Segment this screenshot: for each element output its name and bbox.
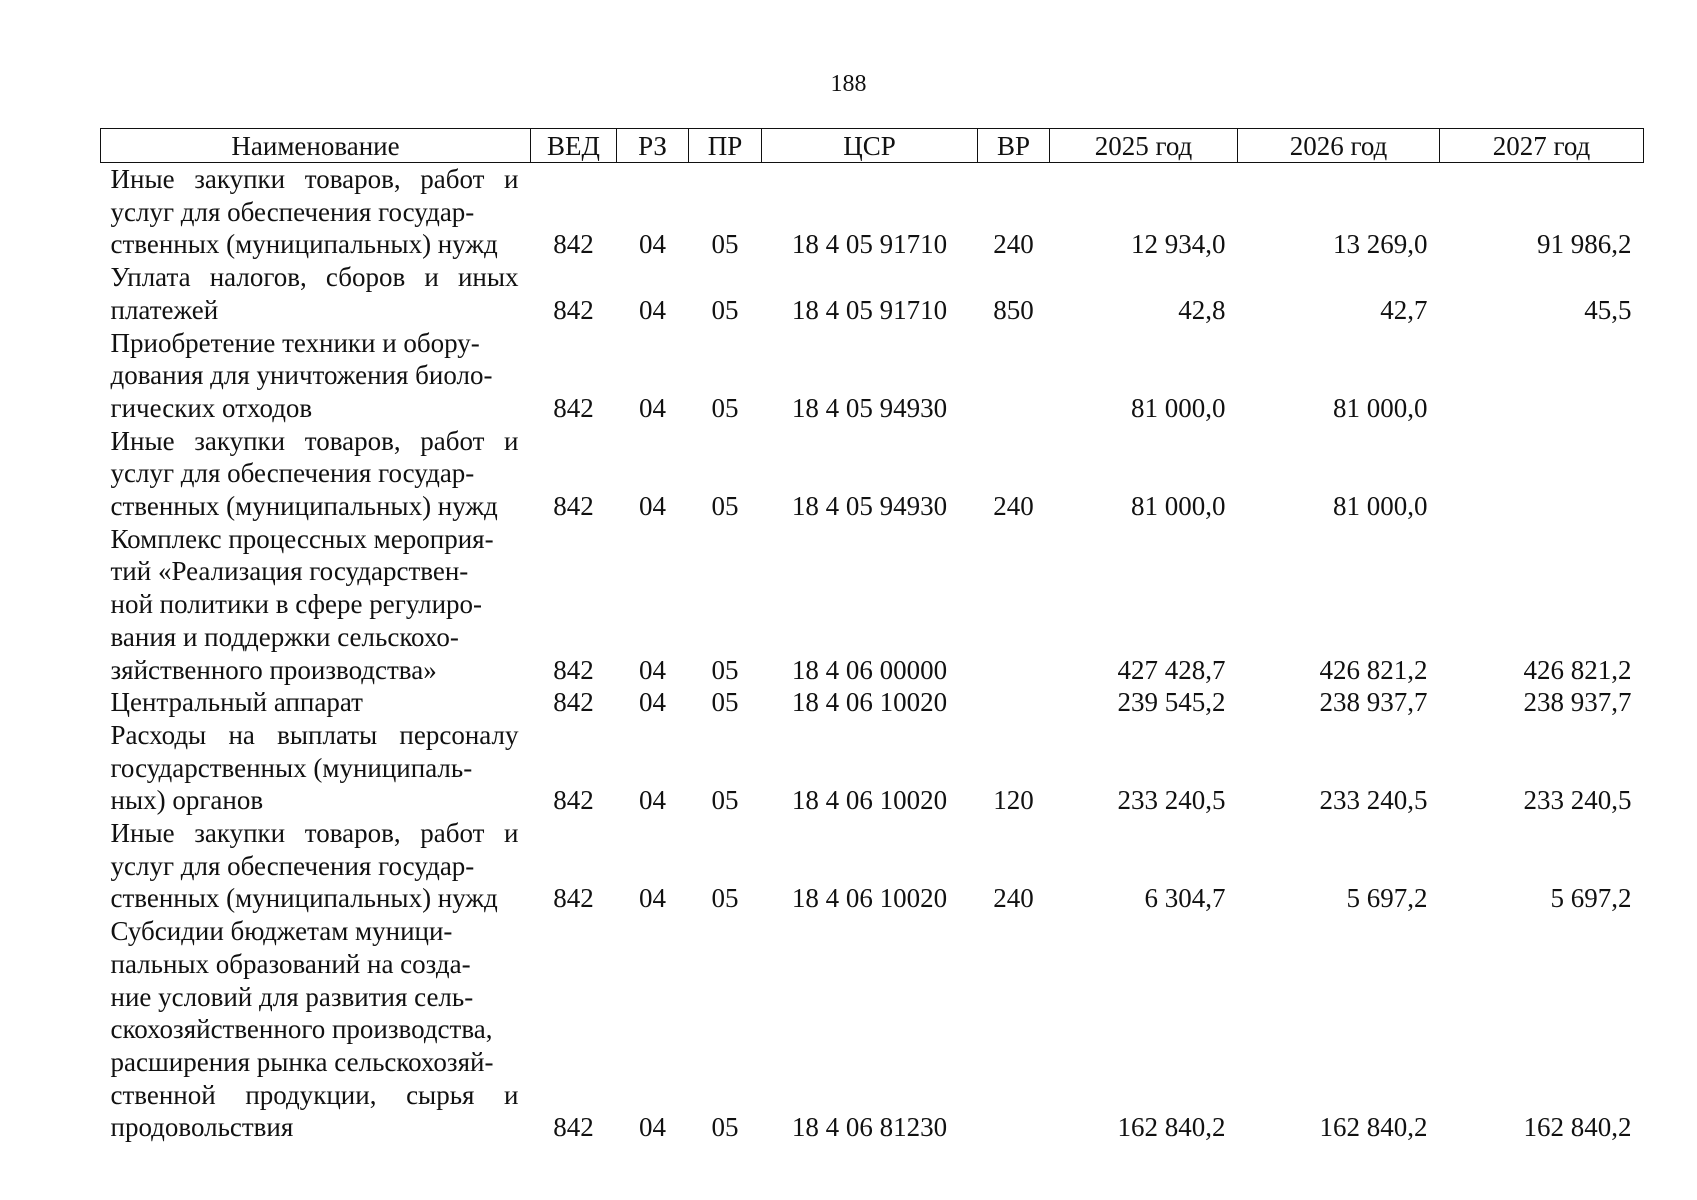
row-vr: 240 xyxy=(993,883,1034,914)
row-pr: 05 xyxy=(711,229,739,260)
row-2025: 6 304,7 xyxy=(1144,883,1226,914)
row-ved: 842 xyxy=(553,1112,594,1143)
row-pr: 05 xyxy=(711,1112,739,1143)
row-ved: 842 xyxy=(553,654,594,685)
row-csr: 18 4 06 10020 xyxy=(791,687,948,718)
page-number: 188 xyxy=(830,71,867,97)
row-2025: 239 545,2 xyxy=(1117,687,1226,718)
row-rz: 04 xyxy=(639,491,666,522)
row-pr: 05 xyxy=(711,654,739,685)
row-vr xyxy=(978,327,1050,425)
row-2027 xyxy=(1440,425,1644,523)
row-rz: 04 xyxy=(639,785,666,816)
row-ved: 842 xyxy=(553,687,594,718)
header-2027: 2027 год xyxy=(1440,129,1644,163)
header-2026: 2026 год xyxy=(1238,129,1440,163)
row-rz: 04 xyxy=(639,1112,666,1143)
row-2027: 162 840,2 xyxy=(1523,1112,1632,1143)
row-2026: 42,7 xyxy=(1380,294,1428,325)
row-2025: 162 840,2 xyxy=(1117,1112,1226,1143)
budget-table xyxy=(100,128,1644,1144)
row-2027: 45,5 xyxy=(1584,294,1632,325)
row-vr: 120 xyxy=(993,785,1034,816)
row-name: Приобретение техники и обору- дования для уничтожения биоло- гических отходов xyxy=(110,327,493,423)
row-pr: 05 xyxy=(711,883,739,914)
row-2026: 13 269,0 xyxy=(1333,229,1428,260)
table-header-row xyxy=(101,129,1644,163)
row-2026: 81 000,0 xyxy=(1333,491,1428,522)
row-csr: 18 4 06 00000 xyxy=(791,654,948,685)
row-csr: 18 4 06 81230 xyxy=(791,1112,948,1143)
row-csr: 18 4 05 94930 xyxy=(791,491,948,522)
row-csr: 18 4 05 91710 xyxy=(791,229,948,260)
row-name: Уплата налогов, сборов и иных платежей xyxy=(110,262,519,325)
row-2025: 81 000,0 xyxy=(1131,392,1226,423)
table-row xyxy=(101,523,1644,687)
row-rz: 04 xyxy=(639,229,666,260)
row-2027: 238 937,7 xyxy=(1523,687,1632,718)
table-row xyxy=(101,817,1644,915)
row-2025: 233 240,5 xyxy=(1117,785,1226,816)
header-2025: 2025 год xyxy=(1050,129,1238,163)
row-ved: 842 xyxy=(553,229,594,260)
row-ved: 842 xyxy=(553,785,594,816)
row-pr: 05 xyxy=(711,294,739,325)
table-row xyxy=(101,425,1644,523)
header-ved: ВЕД xyxy=(531,129,617,163)
row-pr: 05 xyxy=(711,491,739,522)
table-row xyxy=(101,327,1644,425)
row-name: Субсидии бюджетам муници- пальных образований на созда- ние условий для развития сель- скохозяйственного производства, расширения рынка сельскохозяй- ственной продукции, сырья и продовольствия xyxy=(110,916,519,1143)
header-pr: ПР xyxy=(689,129,762,163)
row-2027: 426 821,2 xyxy=(1523,654,1632,685)
row-name: Комплекс процессных мероприя- тий «Реализация государствен- ной политики в сфере регулиро- вания и поддержки сельскохо- зяйственного производства» xyxy=(110,523,494,685)
header-vr: ВР xyxy=(978,129,1050,163)
table-row xyxy=(101,261,1644,326)
row-csr: 18 4 05 91710 xyxy=(791,294,948,325)
row-rz: 04 xyxy=(639,883,666,914)
row-2026: 426 821,2 xyxy=(1319,654,1428,685)
row-vr xyxy=(978,686,1050,719)
row-2026: 233 240,5 xyxy=(1319,785,1428,816)
row-name: Иные закупки товаров, работ и услуг для обеспечения государ- ственных (муниципальных) нужд xyxy=(110,164,519,260)
row-2025: 12 934,0 xyxy=(1131,229,1226,260)
row-2027: 233 240,5 xyxy=(1523,785,1632,816)
row-name: Центральный аппарат xyxy=(110,687,363,718)
row-name: Иные закупки товаров, работ и услуг для обеспечения государ- ственных (муниципальных) нужд xyxy=(110,425,519,522)
header-name: Наименование xyxy=(101,129,531,163)
row-pr: 05 xyxy=(711,785,739,816)
row-pr: 05 xyxy=(711,392,739,423)
row-vr: 240 xyxy=(993,229,1034,260)
row-rz: 04 xyxy=(639,687,666,718)
row-ved: 842 xyxy=(553,883,594,914)
row-pr: 05 xyxy=(711,687,739,718)
row-2027 xyxy=(1440,327,1644,425)
row-name: Иные закупки товаров, работ и услуг для обеспечения государ- ственных (муниципальных) нужд xyxy=(110,818,519,914)
row-vr xyxy=(978,523,1050,687)
row-rz: 04 xyxy=(639,294,666,325)
row-ved: 842 xyxy=(553,294,594,325)
row-2027: 5 697,2 xyxy=(1550,883,1632,914)
row-2025: 81 000,0 xyxy=(1131,491,1226,522)
row-2025: 427 428,7 xyxy=(1117,654,1226,685)
row-ved: 842 xyxy=(553,392,594,423)
header-rz: РЗ xyxy=(617,129,689,163)
row-csr: 18 4 05 94930 xyxy=(791,392,948,423)
table-row xyxy=(101,915,1644,1144)
row-vr: 240 xyxy=(993,491,1034,522)
row-2026: 162 840,2 xyxy=(1319,1112,1428,1143)
header-csr: ЦСР xyxy=(762,129,978,163)
row-2027: 91 986,2 xyxy=(1537,229,1632,260)
row-rz: 04 xyxy=(639,392,666,423)
row-2026: 5 697,2 xyxy=(1346,883,1428,914)
table-row xyxy=(101,719,1644,817)
table-row xyxy=(101,163,1644,262)
row-2025: 42,8 xyxy=(1178,294,1226,325)
table-row xyxy=(101,686,1644,719)
row-vr: 850 xyxy=(993,294,1034,325)
row-name: Расходы на выплаты персоналу государственных (муниципаль- ных) органов xyxy=(110,719,519,816)
row-csr: 18 4 06 10020 xyxy=(791,883,948,914)
row-2026: 81 000,0 xyxy=(1333,392,1428,423)
row-vr xyxy=(978,915,1050,1144)
row-rz: 04 xyxy=(639,654,666,685)
row-2026: 238 937,7 xyxy=(1319,687,1428,718)
row-ved: 842 xyxy=(553,491,594,522)
row-csr: 18 4 06 10020 xyxy=(791,785,948,816)
